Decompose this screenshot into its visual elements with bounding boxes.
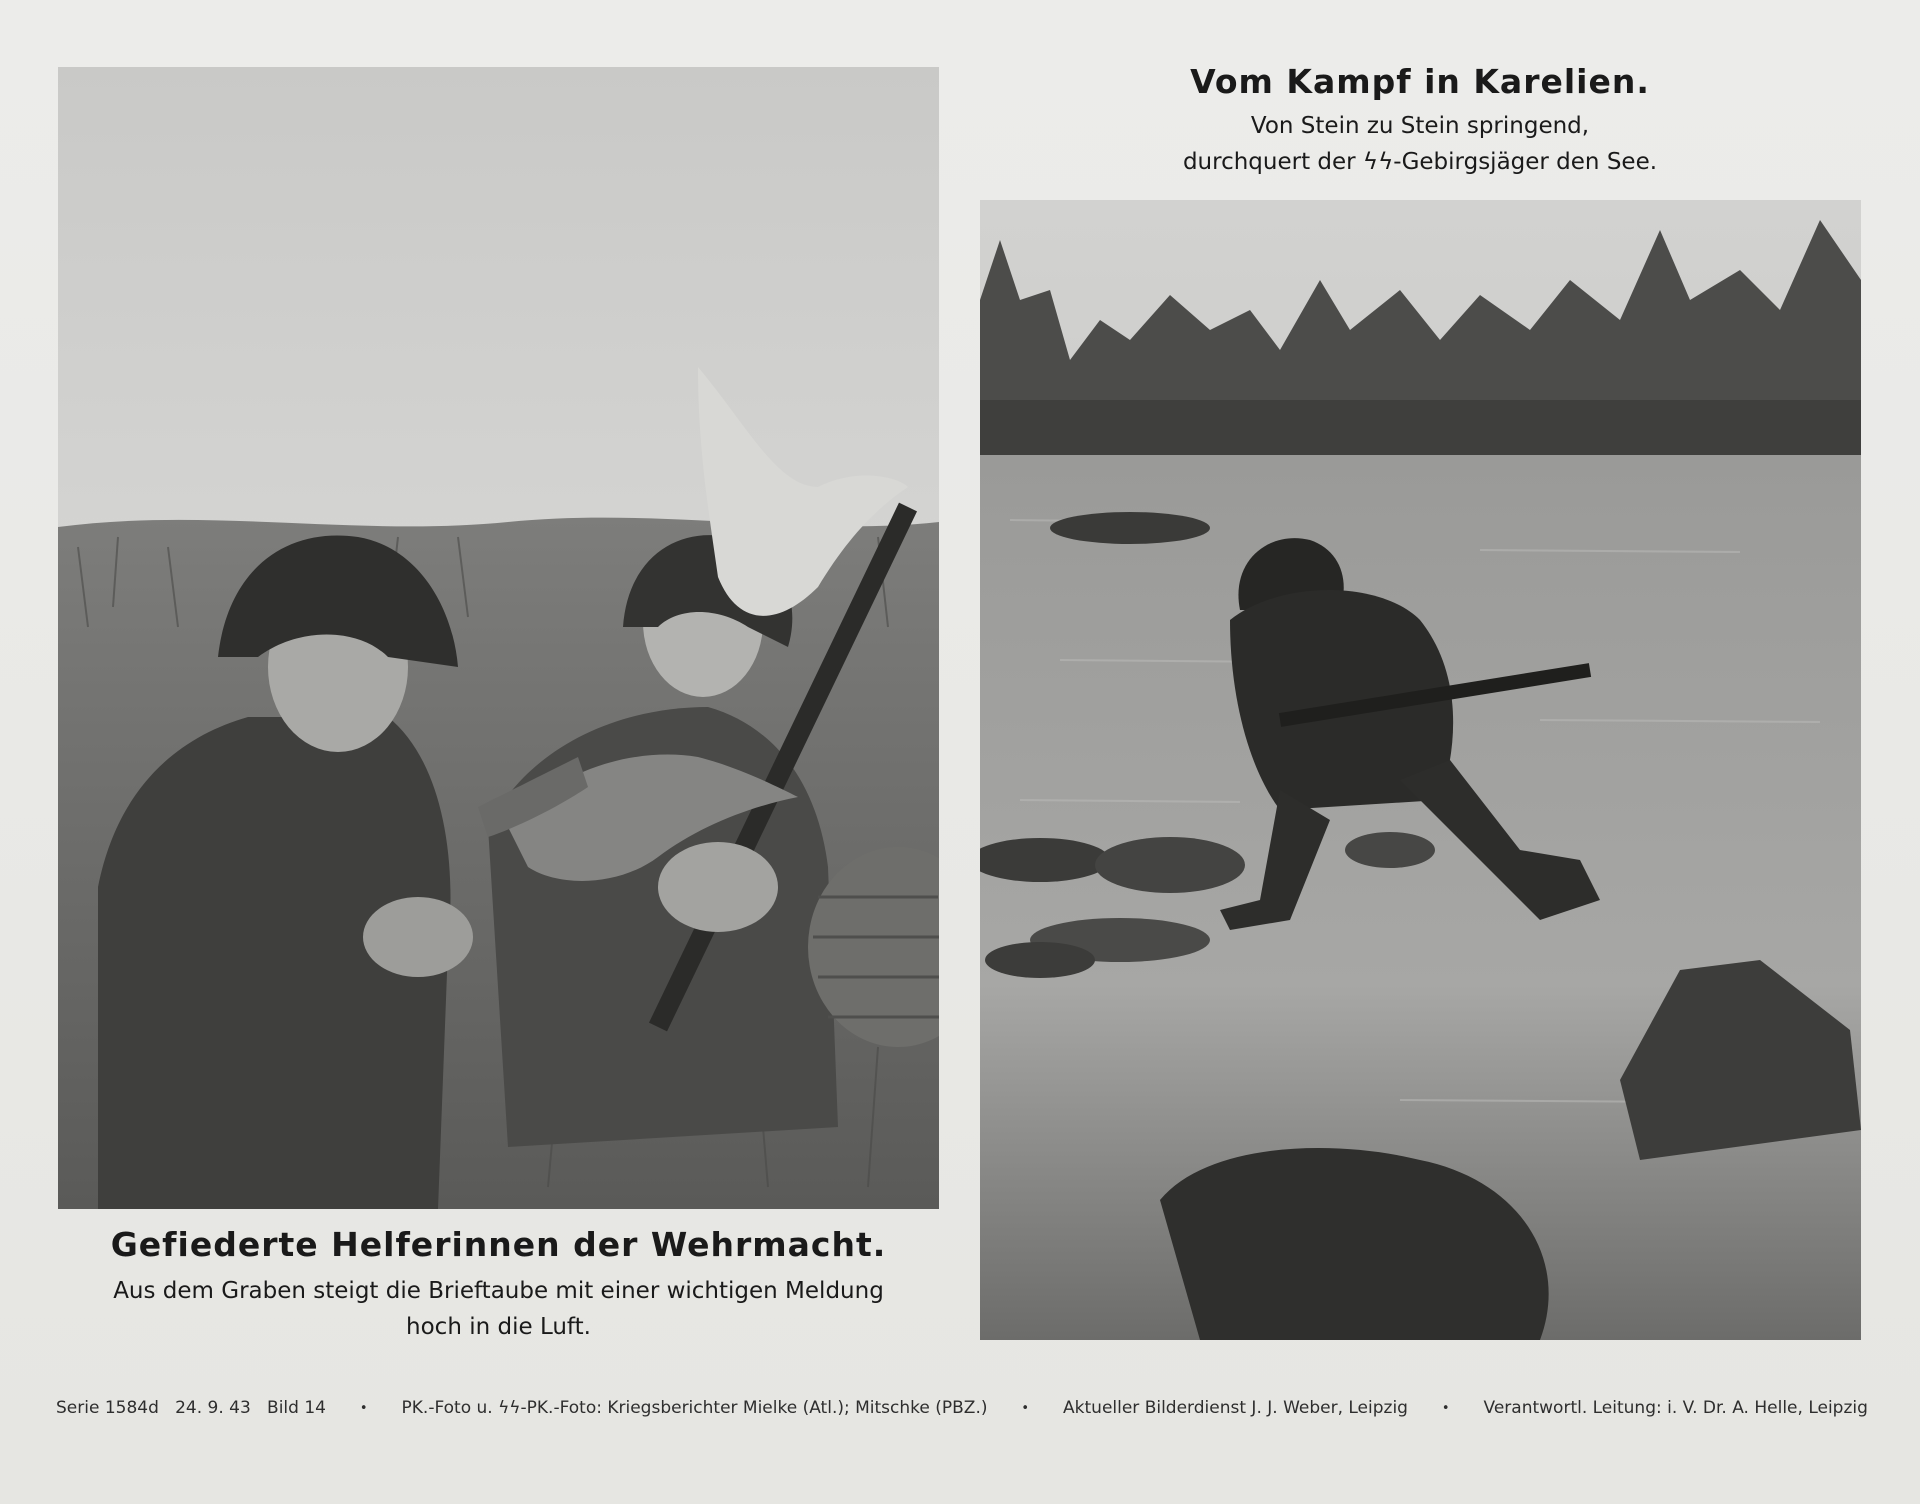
right-photo-title: Vom Kampf in Karelien. <box>1190 62 1650 101</box>
left-photo-caption <box>58 1273 939 1345</box>
footer-credits <box>56 1398 1868 1418</box>
left-photo-title: Gefiederte Helferinnen der Wehrmacht. <box>110 1225 887 1264</box>
series-date: 24. 9. 43 <box>175 1398 251 1418</box>
right-caption-line1: Von Stein zu Stein springend, <box>1250 113 1590 139</box>
footer-separator: • <box>1021 1400 1030 1416</box>
right-caption-line2: durchquert der ϟϟ-Gebirgsjäger den See. <box>1182 149 1658 175</box>
lake-crossing-image-icon <box>980 200 1861 1340</box>
series-number: Serie 1584d <box>56 1398 159 1418</box>
right-photo-caption <box>1100 108 1740 180</box>
soldiers-pigeons-image-icon <box>58 67 939 1209</box>
footer-series-info <box>56 1398 326 1418</box>
picture-number: Bild 14 <box>267 1398 326 1418</box>
photo-credit: PK.-Foto u. ϟϟ-PK.-Foto: Kriegsberichter Mielke (Atl.); Mitschke (PBZ.) <box>401 1398 988 1418</box>
editor-credit: Verantwortl. Leitung: i. V. Dr. A. Helle, Leipzig <box>1483 1398 1868 1418</box>
soldiers-pigeons-photo <box>58 67 939 1209</box>
lake-crossing-photo <box>980 200 1861 1340</box>
left-caption-line1: Aus dem Graben steigt die Brieftaube mit einer wichtigen Meldung <box>113 1278 884 1304</box>
footer-separator: • <box>1441 1400 1450 1416</box>
publisher-credit: Aktueller Bilderdienst J. J. Weber, Leipzig <box>1063 1398 1408 1418</box>
footer-separator: • <box>359 1400 368 1416</box>
left-caption-line2: hoch in die Luft. <box>406 1314 591 1340</box>
